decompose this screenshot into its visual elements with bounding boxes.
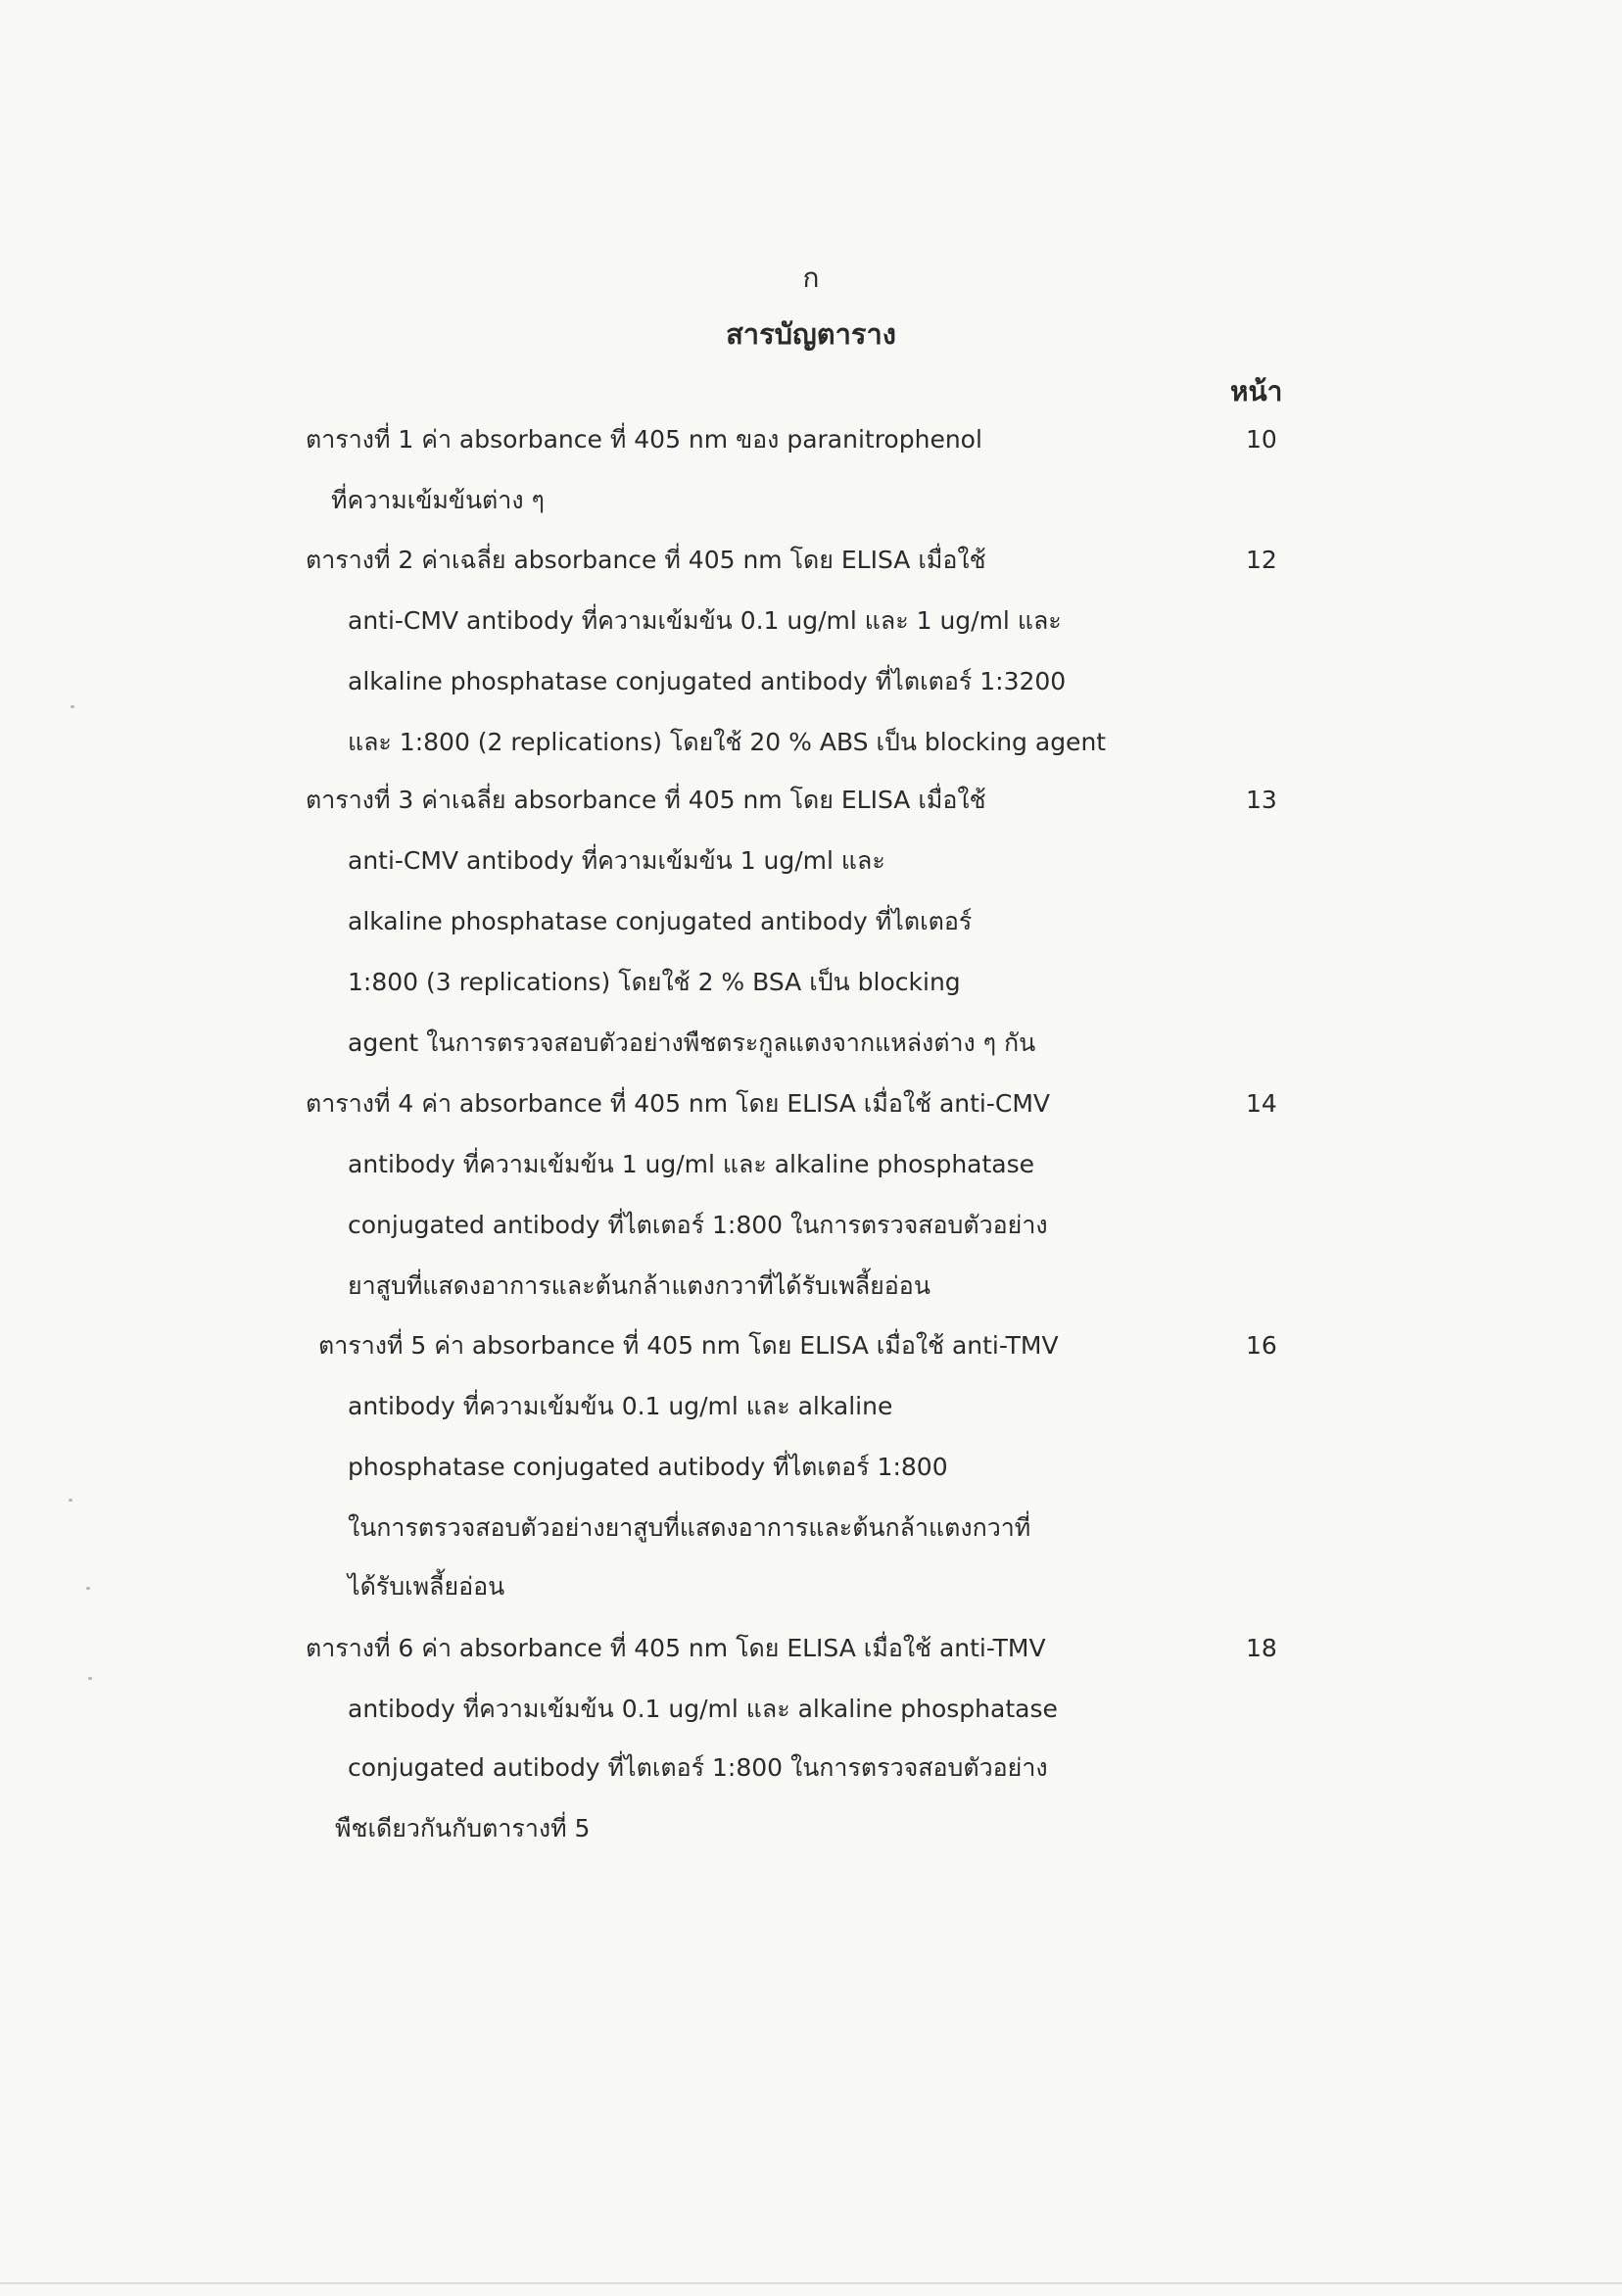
toc-entry-line: conjugated autibody ที่ไตเตอร์ 1:800 ในการตรวจสอบตัวอย่าง: [348, 1753, 1048, 1782]
toc-entry-line: alkaline phosphatase conjugated antibody ที่ไตเตอร์ 1:3200: [348, 667, 1067, 695]
toc-entry-line: ตารางที่ 3 ค่าเฉลี่ย absorbance ที่ 405 nm โดย ELISA เมื่อใช้: [306, 786, 986, 814]
toc-entry-line: phosphatase conjugated autibody ที่ไตเตอร์ 1:800: [348, 1453, 948, 1481]
toc-entry-line: ตารางที่ 1 ค่า absorbance ที่ 405 nm ของ paranitrophenol: [306, 425, 982, 454]
toc-entry-line: antibody ที่ความเข้มข้น 0.1 ug/ml และ alkaline phosphatase: [348, 1695, 1058, 1723]
page-number: ก: [802, 262, 820, 294]
toc-entry-line: ตารางที่ 6 ค่า absorbance ที่ 405 nm โดย ELISA เมื่อใช้ anti-TMV: [306, 1634, 1046, 1662]
toc-entry-line: antibody ที่ความเข้มข้น 0.1 ug/ml และ alkaline: [348, 1392, 893, 1420]
toc-entry-line: anti-CMV antibody ที่ความเข้มข้น 0.1 ug/ml และ 1 ug/ml และ: [348, 606, 1062, 635]
scan-speck: [88, 1677, 92, 1680]
toc-entry-line: ตารางที่ 5 ค่า absorbance ที่ 405 nm โดย ELISA เมื่อใช้ anti-TMV: [318, 1331, 1059, 1360]
toc-entry-page: 10: [1246, 425, 1277, 454]
toc-entry-line: alkaline phosphatase conjugated antibody ที่ไตเตอร์: [348, 907, 973, 935]
toc-entry-line: ยาสูบที่แสดงอาการและต้นกล้าแตงกวาที่ได้รับเพลี้ยอ่อน: [348, 1271, 930, 1300]
toc-entry-line: พืชเดียวกันกับตารางที่ 5: [335, 1814, 591, 1842]
page-column-label: หน้า: [1230, 375, 1283, 407]
scan-speck: [86, 1587, 90, 1590]
scan-speck: [69, 1499, 72, 1502]
page-edge-line: [0, 2282, 1622, 2284]
toc-entry-line: ได้รับเพลี้ยอ่อน: [348, 1572, 505, 1601]
toc-entry-line: ตารางที่ 2 ค่าเฉลี่ย absorbance ที่ 405 nm โดย ELISA เมื่อใช้: [306, 546, 986, 574]
toc-entry-line: ตารางที่ 4 ค่า absorbance ที่ 405 nm โดย ELISA เมื่อใช้ anti-CMV: [306, 1089, 1051, 1118]
toc-entry-page: 14: [1246, 1089, 1277, 1118]
page-title: สารบัญตาราง: [726, 317, 896, 351]
toc-entry-page: 18: [1246, 1634, 1277, 1662]
scan-speck: [71, 705, 74, 708]
toc-entry-page: 16: [1246, 1331, 1277, 1360]
toc-entry-line: anti-CMV antibody ที่ความเข้มข้น 1 ug/ml และ: [348, 846, 885, 875]
toc-entry-line: conjugated antibody ที่ไตเตอร์ 1:800 ในการตรวจสอบตัวอย่าง: [348, 1211, 1048, 1239]
toc-entry-line: antibody ที่ความเข้มข้น 1 ug/ml และ alkaline phosphatase: [348, 1150, 1035, 1178]
toc-entry-line: ในการตรวจสอบตัวอย่างยาสูบที่แสดงอาการและต้นกล้าแตงกวาที่: [348, 1513, 1031, 1542]
toc-entry-line: และ 1:800 (2 replications) โดยใช้ 20 % ABS เป็น blocking agent: [348, 728, 1107, 756]
toc-entry-line: agent ในการตรวจสอบตัวอย่างพืชตระกูลแตงจากแหล่งต่าง ๆ กัน: [348, 1028, 1036, 1057]
toc-entry-line: 1:800 (3 replications) โดยใช้ 2 % BSA เป็น blocking: [348, 968, 961, 996]
toc-entry-page: 13: [1246, 786, 1277, 814]
toc-entry-page: 12: [1246, 546, 1277, 574]
toc-entry-line: ที่ความเข้มข้นต่าง ๆ: [331, 486, 545, 514]
